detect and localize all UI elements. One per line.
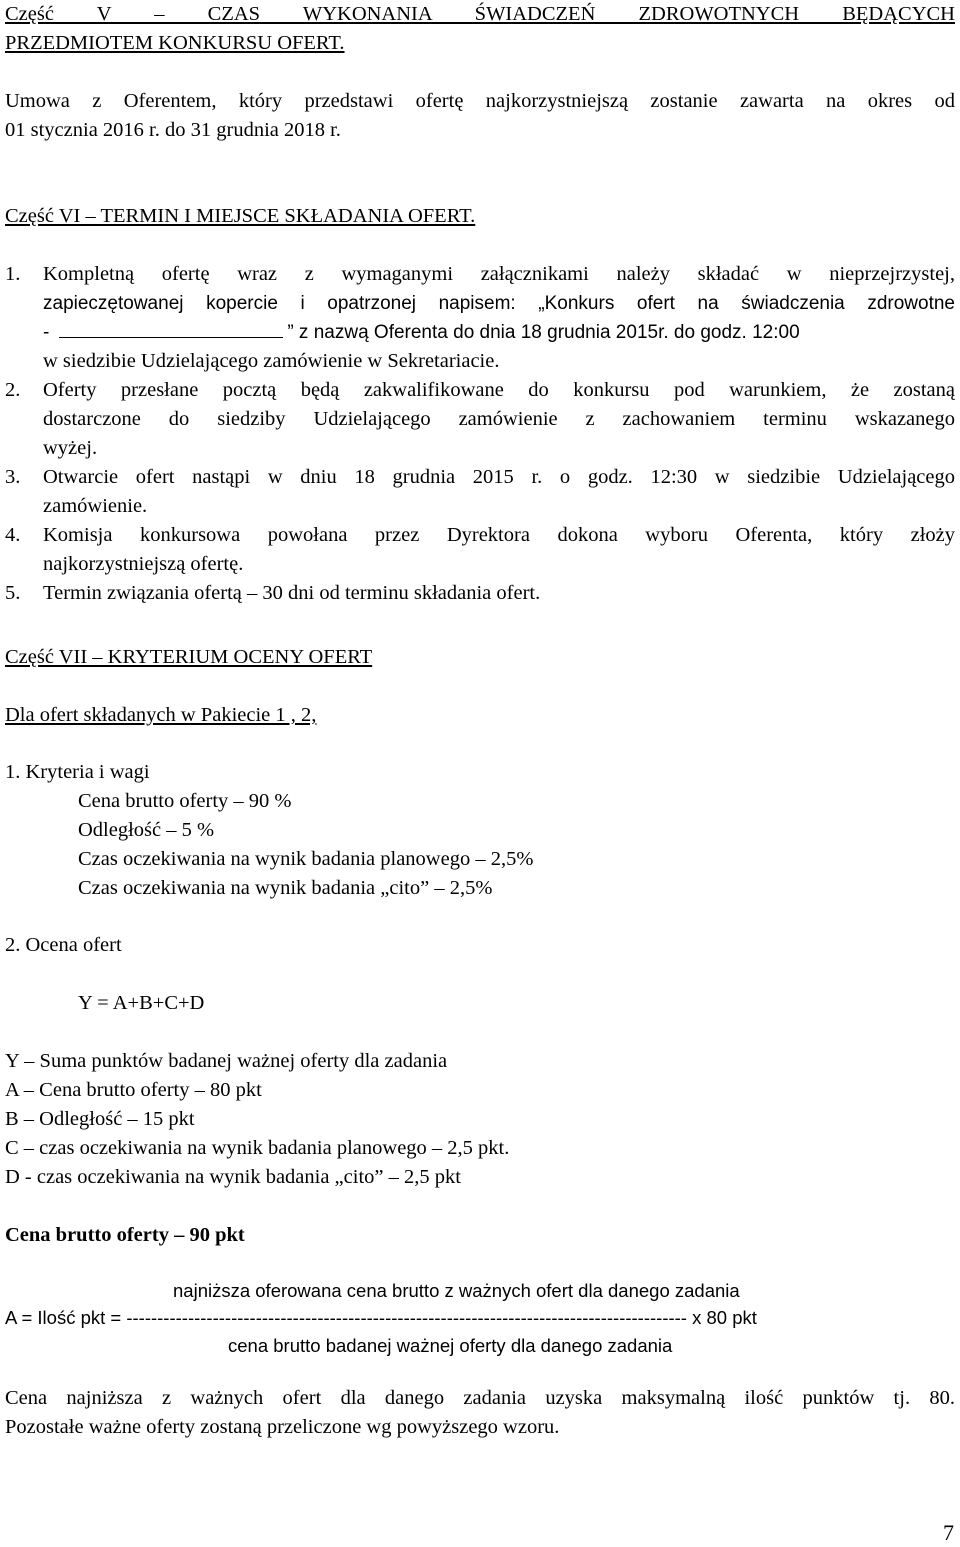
list-item-line: dostarczone do siedziby Udzielającego zamówienie z zachowaniem terminu wskazanego — [43, 408, 955, 430]
price-heading: Cena brutto oferty – 90 pkt — [5, 1224, 245, 1246]
list-item-line: Termin związania ofertą – 30 dni od terminu składania ofert. — [43, 582, 541, 604]
part6-heading: Część VI – TERMIN I MIEJSCE SKŁADANIA OFERT. — [5, 205, 476, 227]
part5-heading-line2: PRZEDMIOTEM KONKURSU OFERT. — [5, 32, 345, 54]
list-item-number: 5. — [5, 582, 21, 604]
list-item-line: Oferty przesłane pocztą będą zakwalifikowane do konkursu pod warunkiem, że zostaną — [43, 379, 955, 401]
list-item-number: 3. — [5, 466, 21, 488]
list-item-line: Kompletną ofertę wraz z wymaganymi załącznikami należy składać w nieprzejrzystej, — [43, 263, 955, 285]
list-item-number: 1. — [5, 263, 21, 285]
final-line: Cena najniższa z ważnych ofert dla danego zadania uzyska maksymalną ilość punktów tj. 80. — [5, 1387, 955, 1409]
list-item — [5, 260, 955, 376]
list-item-line: Otwarcie ofert nastąpi w dniu 18 grudnia 2015 r. o godz. 12:30 w siedzibie Udzielającego — [43, 466, 955, 488]
legend-item: D - czas oczekiwania na wynik badania „cito” – 2,5 pkt — [5, 1166, 461, 1188]
list-item-line: w siedzibie Udzielającego zamówienie w Sekretariacie. — [43, 350, 500, 372]
final-paragraph — [5, 1384, 955, 1442]
page-number: 7 — [943, 1520, 954, 1545]
list-item-line: zamówienie. — [43, 495, 148, 517]
fraction-line: A = Ilość pkt = ------------------------------------------------------------------------------------------- x 80 pkt — [5, 1307, 757, 1328]
part6-list — [5, 260, 955, 608]
blank-fill-line — [59, 319, 283, 338]
criterion-item: Cena brutto oferty – 90 % — [78, 790, 292, 812]
legend-item: B – Odległość – 15 pkt — [5, 1108, 195, 1130]
list-item-line — [43, 318, 955, 347]
part5-heading — [5, 0, 955, 58]
list-item-line: najkorzystniejszą ofertę. — [43, 553, 244, 575]
list-item-line: zapieczętowanej kopercie i opatrzonej napisem: „Konkurs ofert na świadczenia zdrowotne — [43, 293, 955, 314]
formula: Y = A+B+C+D — [78, 992, 205, 1014]
fraction-denominator: cena brutto badanej ważnej oferty dla danego zadania — [228, 1335, 673, 1356]
list-item-line: wyżej. — [43, 437, 98, 459]
legend-item: Y – Suma punktów badanej ważnej oferty dla zadania — [5, 1050, 448, 1072]
part5-paragraph-line2: 01 stycznia 2016 r. do 31 grudnia 2018 r. — [5, 119, 341, 141]
list-item — [5, 579, 955, 608]
legend-item: C – czas oczekiwania na wynik badania planowego – 2,5 pkt. — [5, 1137, 510, 1159]
dash-text: - — [43, 322, 50, 343]
list-item-number: 2. — [5, 379, 21, 401]
list-item-line: Komisja konkursowa powołana przez Dyrektora dokona wyboru Oferenta, który złoży — [43, 524, 955, 546]
criterion-item: Odległość – 5 % — [78, 819, 215, 841]
part7-subheading: Dla ofert składanych w Pakiecie 1 , 2, — [5, 704, 317, 726]
final-line: Pozostałe ważne oferty zostaną przeliczone wg powyższego wzoru. — [5, 1416, 560, 1438]
part7-heading: Część VII – KRYTERIUM OCENY OFERT — [5, 646, 373, 668]
part5-heading-line1: Część V – CZAS WYKONANIA ŚWIADCZEŃ ZDROWOTNYCH BĘDĄCYCH — [5, 3, 955, 25]
evaluation-title: 2. Ocena ofert — [5, 934, 122, 956]
list-item-number: 4. — [5, 524, 21, 546]
part5-paragraph-line1: Umowa z Oferentem, który przedstawi ofertę najkorzystniejszą zostanie zawarta na okres od — [5, 90, 955, 112]
criterion-item: Czas oczekiwania na wynik badania planowego – 2,5% — [78, 848, 534, 870]
list-item-line-end: ” z nazwą Oferenta do dnia 18 grudnia 2015r. do godz. 12:00 — [287, 322, 800, 343]
list-item — [5, 376, 955, 463]
part5-paragraph — [5, 87, 955, 145]
list-item — [5, 521, 955, 579]
criterion-item: Czas oczekiwania na wynik badania „cito” – 2,5% — [78, 877, 493, 899]
criteria-title: 1. Kryteria i wagi — [5, 761, 150, 783]
fraction-numerator: najniższa oferowana cena brutto z ważnych ofert dla danego zadania — [173, 1280, 740, 1301]
list-item — [5, 463, 955, 521]
legend-item: A – Cena brutto oferty – 80 pkt — [5, 1079, 262, 1101]
